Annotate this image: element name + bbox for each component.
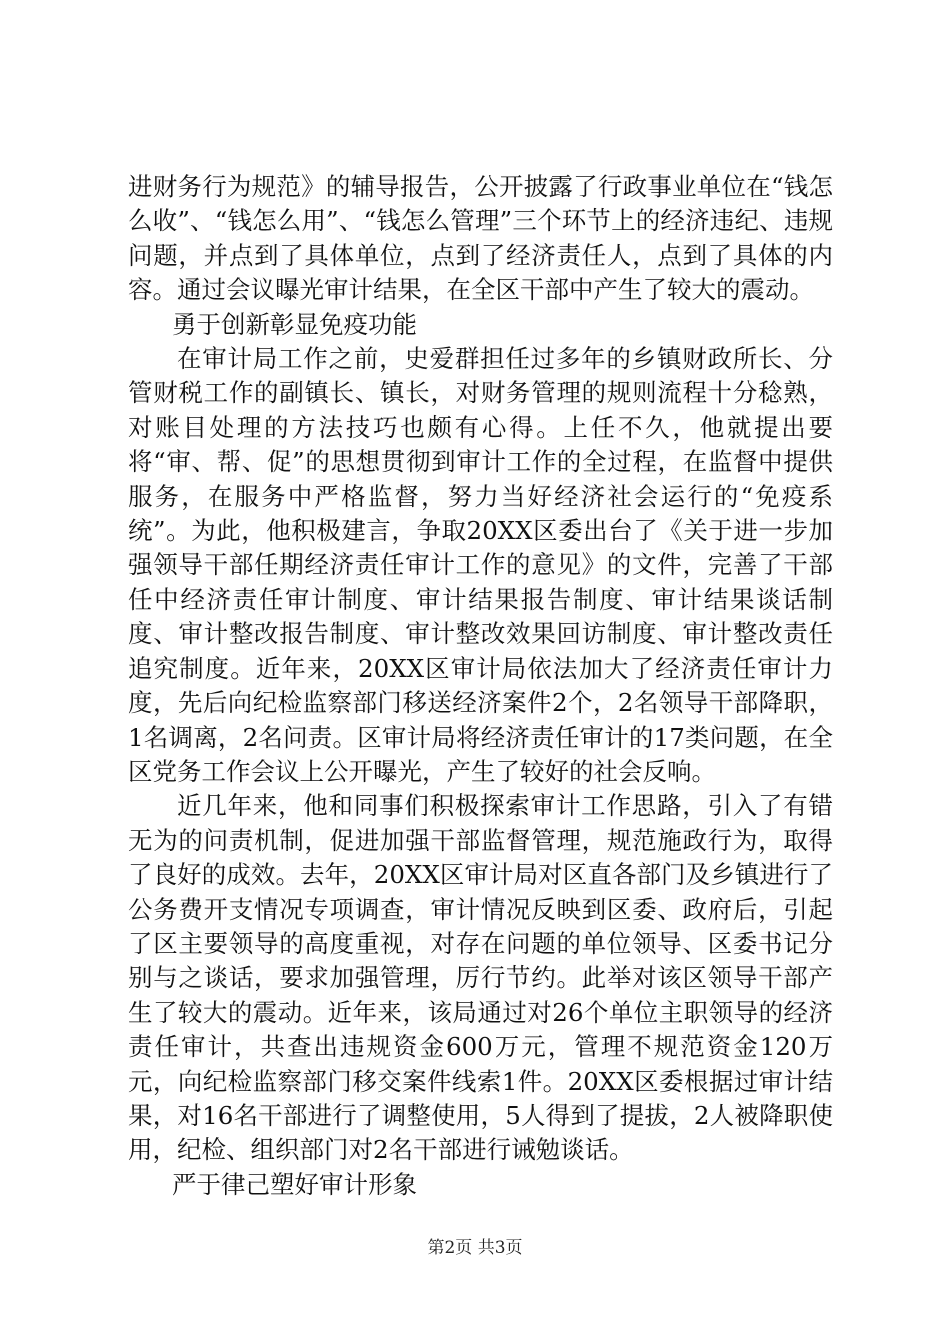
- paragraph-audit-bureau-work: 在审计局工作之前，史爱群担任过多年的乡镇财政所长、分管财税工作的副镇长、镇长，对财务管理的规则流程十分稔熟，对账目处理的方法技巧也颇有心得。上任不久，他就提出要将“审、帮、促”的思想贯彻到审计工作的全过程，在监督中提供服务，在服务中严格监督，努力当好经济社会运行的“免疫系统”。为此，他积极建言，争取20XX区委出台了《关于进一步加强领导干部任期经济责任审计工作的意见》的文件，完善了干部任中经济责任审计制度、审计结果报告制度、审计结果谈话制度、审计整改报告制度、审计整改效果回访制度、审计整改责任追究制度。近年来，20XX区审计局依法加大了经济责任审计力度，先后向纪检监察部门移送经济案件2个，2名领导干部降职，1名调离，2名问责。区审计局将经济责任审计的17类问题，在全区党务工作会议上公开曝光，产生了较好的社会反响。: [128, 344, 833, 786]
- paragraph-continuation: 进财务行为规范》的辅导报告，公开披露了行政事业单位在“钱怎么收”、“钱怎么用”、“钱怎么管理”三个环节上的经济违纪、违规问题，并点到了具体单位，点到了经济责任人，点到了具体的内容。通过会议曝光审计结果，在全区干部中产生了较大的震动。: [128, 172, 833, 305]
- page-footer: 第2页 共3页: [427, 1238, 523, 1258]
- paragraph-recent-years: 近几年来，他和同事们积极探索审计工作思路，引入了有错无为的问责机制，促进加强干部监督管理，规范施政行为，取得了良好的成效。去年，20XX区审计局对区直各部门及乡镇进行了公务费开支情况专项调查，审计情况反映到区委、政府后，引起了区主要领导的高度重视，对存在问题的单位领导、区委书记分别与之谈话，要求加强管理，厉行节约。此举对该区领导干部产生了较大的震动。近年来，该局通过对26个单位主职领导的经济责任审计，共查出违规资金600万元，管理不规范资金120万元，向纪检监察部门移交案件线索1件。20XX区委根据过审计结果，对16名干部进行了调整使用，5人得到了提拔，2人被降职使用，纪检、组织部门对2名干部进行诫勉谈话。: [128, 791, 833, 1165]
- section-heading-self-discipline: 严于律己塑好审计形象: [172, 1169, 417, 1199]
- document-body: [128, 170, 833, 1202]
- section-heading-innovation: 勇于创新彰显免疫功能: [172, 309, 417, 339]
